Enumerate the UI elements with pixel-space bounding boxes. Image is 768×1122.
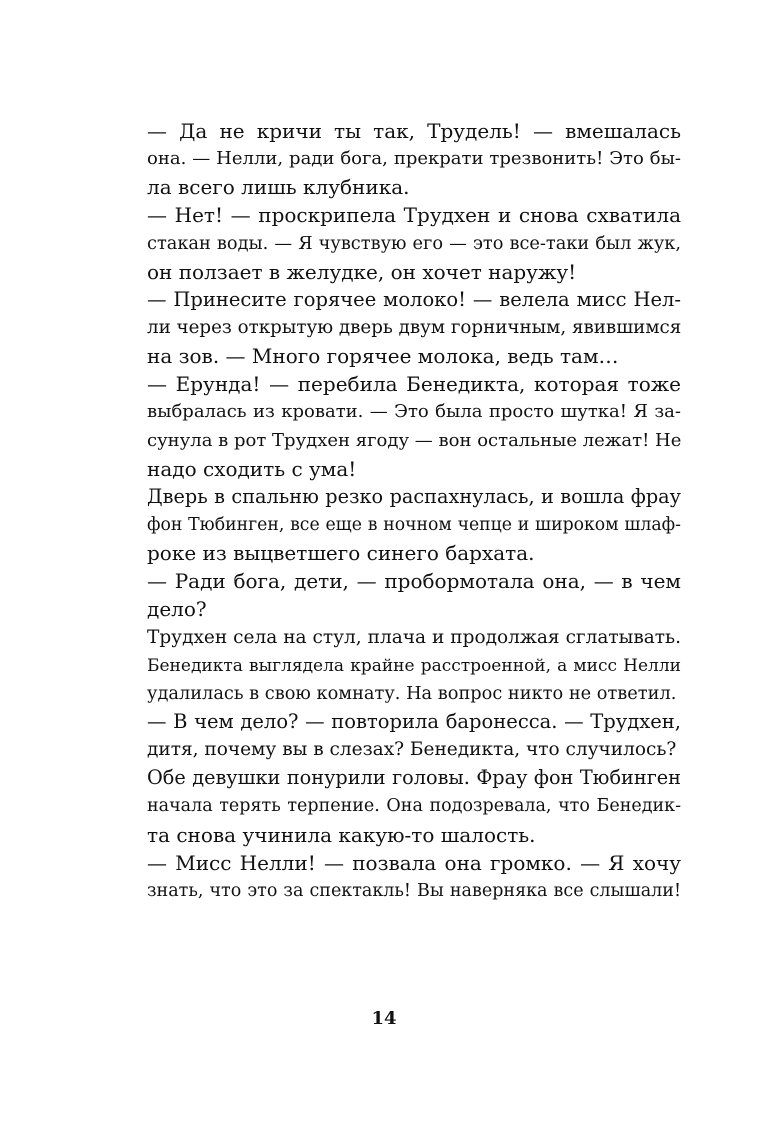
page-body-text (147, 117, 681, 905)
text-line: сунула в рот Трудхен ягоду — вон остальные лежат! Не (147, 429, 681, 451)
text-line: — Принесите горячее молоко! — велела мисс Нел- (147, 287, 681, 311)
text-line: роке из выцветшего синего бархата. (147, 541, 535, 566)
text-line: дитя, почему вы в слезах? Бенедикта, что случилось? (147, 739, 677, 761)
text-line: — В чем дело? — повторила баронесса. — Трудхен, (147, 709, 681, 733)
text-line: — Ради бога, дети, — пробормотала она, — в чем (147, 569, 681, 594)
text-line: Бенедикта выглядела крайне расстроенной, а мисс Нелли (147, 655, 681, 676)
text-line: — Мисс Нелли! — позвала она громко. — Я хочу (147, 850, 681, 875)
page-number: 14 (371, 1008, 397, 1029)
text-line: на зов. — Много горячее молока, ведь там… (147, 344, 619, 369)
text-line: — Ерунда! — перебила Бенедикта, которая тоже (147, 372, 681, 397)
text-line: начала терять терпение. Она подозревала, что Бенедик- (147, 796, 681, 817)
text-line: фон Тюбинген, все еще в ночном чепце и широком шлаф- (147, 514, 681, 535)
text-line: удалилась в свою комнату. На вопрос никто не ответил. (147, 683, 677, 704)
text-line: он ползает в желудке, он хочет наружу! (147, 259, 577, 284)
text-line: надо сходить с ума! (147, 456, 357, 481)
text-line: она. — Нелли, ради бога, прекрати трезвонить! Это бы- (147, 148, 681, 170)
text-line: знать, что это за спектакль! Вы наверняка все слышали! (147, 880, 681, 901)
text-line: выбралась из кровати. — Это была просто шутка! Я за- (147, 401, 681, 423)
text-line: ли через открытую дверь двум горничным, явившимся (147, 316, 681, 338)
text-line: стакан воды. — Я чувствую его — это все-таки был жук, (147, 233, 681, 254)
text-line: Обе девушки понурили головы. Фрау фон Тюбинген (147, 766, 681, 790)
text-line: Трудхен села на стул, плача и продолжая сглатывать. (147, 626, 681, 648)
text-line: — Нет! — проскрипела Трудхен и снова схватила (147, 203, 681, 228)
text-line: ла всего лишь клубника. (147, 175, 410, 200)
text-line: — Да не кричи ты так, Трудель! — вмешалась (147, 119, 681, 143)
text-line: та снова учинила какую-то шалость. (147, 822, 536, 847)
text-line: Дверь в спальню резко распахнулась, и вошла фрау (147, 484, 681, 508)
text-line: дело? (147, 597, 207, 622)
